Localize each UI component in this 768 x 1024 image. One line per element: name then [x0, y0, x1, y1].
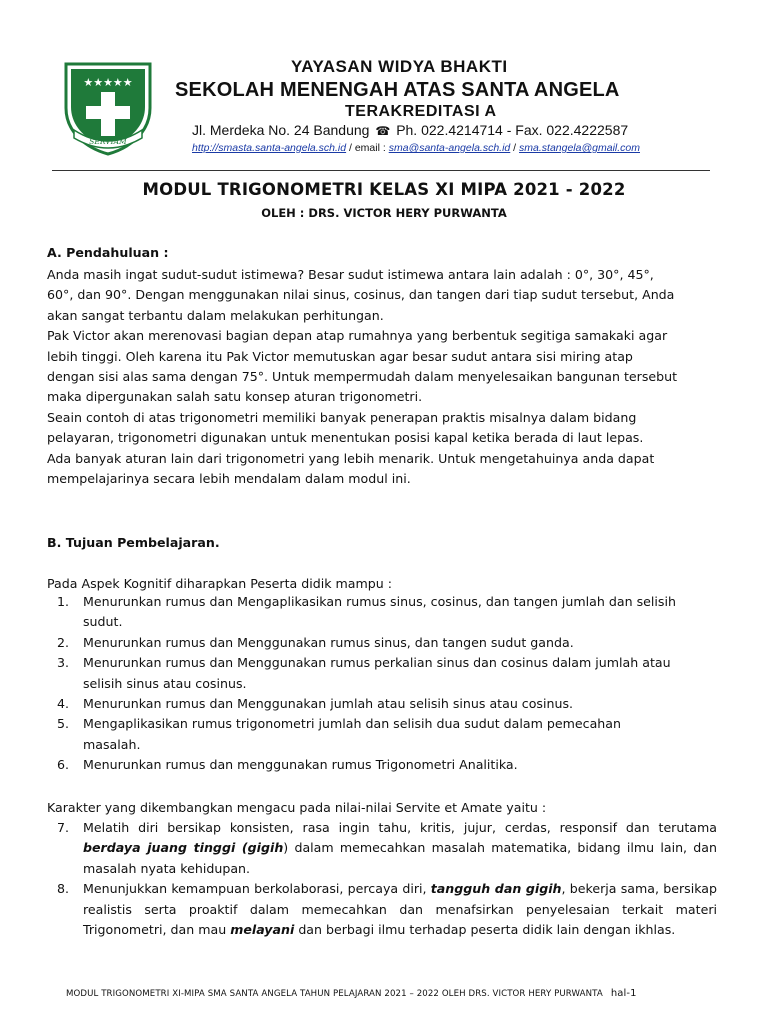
emphasis-text: berdaya juang tinggi (gigih	[83, 840, 284, 856]
list-number: 8.	[57, 881, 70, 897]
contact-line	[192, 142, 640, 154]
list-item	[47, 879, 717, 940]
intro-line: Anda masih ingat sudut-sudut istimewa? Besar sudut istimewa antara lain adalah : 0°, 30°, 45°,	[47, 267, 654, 282]
list-text: Melatih diri bersikap konsisten, rasa ingin tahu, kritis, jujur, cerdas, responsif dan terutama	[83, 820, 717, 835]
module-author: OLEH : DRS. VICTOR HERY PURWANTA	[261, 206, 507, 220]
list-text: selisih sinus atau cosinus.	[83, 675, 247, 691]
foundation-name: YAYASAN WIDYA BHAKTI	[291, 57, 508, 76]
list-item	[47, 653, 717, 694]
address-line	[192, 122, 628, 138]
list-number: 7.	[57, 820, 70, 835]
page-number: hal-1	[610, 988, 637, 999]
list-item	[47, 818, 717, 879]
intro-line: maka dipergunakan salah satu konsep aturan trigonometri.	[47, 389, 423, 405]
intro-line: Pak Victor akan merenovasi bagian depan atap rumahnya yang berbentuk segitiga samakaki agar	[47, 328, 668, 344]
intro-line: pelayaran, trigonometri digunakan untuk menentukan posisi kapal ketika berada di laut lepas.	[47, 430, 644, 446]
list-number: 1.	[57, 594, 70, 609]
list-item	[47, 633, 717, 653]
karakter-list	[47, 818, 717, 940]
list-text: Menurunkan rumus dan Menggunakan rumus sinus, dan tangen sudut ganda.	[83, 634, 574, 650]
list-number: 2.	[57, 634, 70, 650]
intro-line: 60°, dan 90°. Dengan menggunakan nilai sinus, cosinus, dan tangen dari tiap sudut tersebut, Anda	[47, 287, 675, 303]
emphasis-text: tangguh dan gigih	[430, 881, 562, 897]
list-text: ) dalam memecahkan masalah matematika, bidang ilmu lain, dan masalah nyata kehidupan.	[83, 840, 717, 876]
intro-line: akan sangat terbantu dalam melakukan perhitungan.	[47, 307, 384, 323]
contact-separator: /	[510, 142, 520, 154]
logo-stars: ★★★★★	[83, 76, 133, 89]
logo-motto: SERVIAM	[89, 137, 127, 146]
phone-fax: Ph. 022.4214714 - Fax. 022.4222587	[396, 122, 629, 138]
list-text: Menurunkan rumus dan Menggunakan jumlah atau selisih sinus atau cosinus.	[83, 696, 574, 712]
footer-text: MODUL TRIGONOMETRI XI-MIPA SMA SANTA ANGELA TAHUN PELAJARAN 2021 – 2022 OLEH DRS. VICTOR HERY PURWANTA	[66, 989, 603, 999]
phone-icon: ☎	[375, 124, 391, 138]
list-number: 4.	[57, 696, 70, 712]
intro-line: Ada banyak aturan lain dari trigonometri yang lebih menarik. Untuk mengetahuinya anda dapat	[47, 450, 655, 466]
website-link[interactable]: http://smasta.santa-angela.sch.id	[192, 142, 347, 154]
intro-line: mempelajarinya secara lebih mendalam dalam modul ini.	[47, 471, 411, 487]
school-name: SEKOLAH MENENGAH ATAS SANTA ANGELA	[175, 79, 620, 101]
module-title: MODUL TRIGONOMETRI KELAS XI MIPA 2021 - 2022	[142, 180, 626, 199]
list-item	[47, 694, 717, 714]
header-divider	[52, 170, 710, 171]
list-text: masalah.	[83, 736, 141, 752]
list-number: 5.	[57, 716, 70, 732]
intro-line: dengan sisi alas sama dengan 75°. Untuk mempermudah dalam menyelesaikan bangunan tersebut	[47, 369, 678, 385]
kognitif-list	[47, 592, 717, 776]
intro-line: lebih tinggi. Oleh karena itu Pak Victor memutuskan agar besar sudut antara sisi miring atap	[47, 348, 633, 364]
email-link-1[interactable]: sma@santa-angela.sch.id	[388, 142, 511, 154]
list-text: dan berbagi ilmu terhadap peserta didik lain dengan ikhlas.	[294, 922, 676, 938]
list-item	[47, 592, 717, 633]
section-a-paragraph	[47, 265, 717, 489]
intro-line: Seain contoh di atas trigonometri memiliki banyak penerapan praktis misalnya dalam bidang	[47, 409, 637, 425]
list-text: , bekerja sama, bersikap realistis serta proaktif dalam memecahkan dan menafsirkan penyelesaian terkait materi Trigonometri, dan mau	[83, 881, 717, 938]
school-logo	[60, 60, 156, 156]
page-footer	[66, 988, 637, 999]
email-label: / email :	[346, 142, 389, 154]
section-b-heading: B. Tujuan Pembelajaran.	[47, 535, 220, 550]
email-link-2[interactable]: sma.stangela@gmail.com	[519, 142, 640, 154]
address: Jl. Merdeka No. 24 Bandung	[192, 122, 370, 138]
list-text: Menurunkan rumus dan Menggunakan rumus perkalian sinus dan cosinus dalam jumlah atau	[83, 655, 671, 671]
list-text: Mengaplikasikan rumus trigonometri jumlah dan selisih dua sudut dalam pemecahan	[83, 716, 621, 732]
emphasis-text: melayani	[230, 922, 295, 938]
karakter-intro: Karakter yang dikembangkan mengacu pada nilai-nilai Servite et Amate yaitu :	[47, 800, 547, 815]
section-a-heading: A. Pendahuluan :	[47, 245, 169, 260]
list-text: Menunjukkan kemampuan berkolaborasi, percaya diri,	[83, 881, 431, 897]
list-number: 3.	[57, 655, 70, 671]
list-item	[47, 714, 717, 755]
list-text: sudut.	[83, 614, 123, 630]
kognitif-intro: Pada Aspek Kognitif diharapkan Peserta didik mampu :	[47, 576, 393, 591]
list-item	[47, 755, 717, 775]
list-number: 6.	[57, 757, 70, 773]
list-text: Menurunkan rumus dan Mengaplikasikan rumus sinus, cosinus, dan tangen jumlah dan selisih	[83, 594, 676, 609]
list-text: Menurunkan rumus dan menggunakan rumus Trigonometri Analitika.	[83, 757, 518, 773]
accreditation: TERAKREDITASI A	[345, 103, 497, 120]
